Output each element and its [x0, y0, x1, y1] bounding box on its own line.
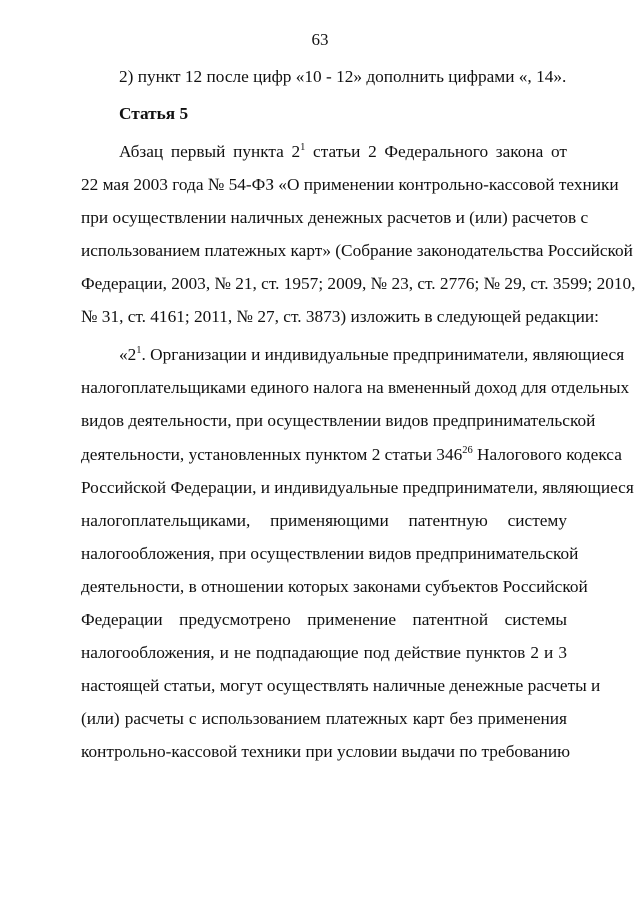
line-text: видов деятельности, при осуществлении видов предпринимательской: [81, 411, 596, 430]
line-text: (или) расчеты с использованием платежных карт без применения: [81, 709, 567, 728]
line-text: налогоплательщиками единого налога на вмененный доход для отдельных: [81, 378, 630, 397]
line-text: № 31, ст. 4161; 2011, № 27, ст. 3873) изложить в следующей редакции:: [81, 307, 599, 326]
line-text: настоящей статьи, могут осуществлять наличные денежные расчеты и: [81, 676, 601, 695]
line-text-continued: . Организации и индивидуальные предприниматели, являющиеся: [141, 345, 625, 364]
line-text: деятельности, установленных пунктом 2 статьи 346: [81, 445, 463, 464]
text-line: [81, 609, 567, 631]
superscript: 1: [136, 345, 142, 356]
line-text-continued: Налогового кодекса: [472, 445, 622, 464]
superscript: 1: [300, 142, 306, 153]
text-line: [119, 66, 567, 88]
line-text: Федерации предусмотрено применение патентной системы: [81, 610, 567, 629]
text-line: [81, 174, 619, 196]
line-text: налогообложения, и не подпадающие под действие пунктов 2 и 3: [81, 643, 567, 662]
text-line: [81, 240, 633, 262]
line-text: 2) пункт 12 после цифр «10 - 12» дополнить цифрами «, 14».: [119, 67, 567, 86]
line-text: Статья 5: [119, 104, 189, 123]
text-line: [119, 344, 625, 366]
text-line: [81, 377, 630, 399]
text-line: [81, 543, 579, 565]
line-text: Федерации, 2003, № 21, ст. 1957; 2009, № 23, ст. 2776; № 29, ст. 3599; 2010,: [81, 274, 636, 293]
line-text: налогоплательщиками, применяющими патентную систему: [81, 511, 567, 530]
text-line: [81, 273, 636, 295]
text-line: [81, 306, 599, 328]
line-text: контрольно-кассовой техники при условии выдачи по требованию: [81, 742, 571, 761]
text-line: [81, 410, 596, 432]
text-line: [119, 141, 567, 163]
text-line: [81, 207, 589, 229]
line-text: использованием платежных карт» (Собрание законодательства Российской: [81, 241, 633, 260]
line-text: при осуществлении наличных денежных расчетов и (или) расчетов с: [81, 208, 589, 227]
text-line: [81, 675, 601, 697]
text-line: [81, 741, 571, 763]
line-text: Абзац первый пункта 2: [119, 142, 301, 161]
text-line: [81, 642, 567, 664]
line-text: налогообложения, при осуществлении видов предпринимательской: [81, 544, 579, 563]
text-line: [81, 510, 567, 532]
text-line: [81, 708, 567, 730]
line-text: Российской Федерации, и индивидуальные предприниматели, являющиеся: [81, 478, 634, 497]
text-line: [81, 477, 634, 499]
line-text: «2: [119, 345, 137, 364]
text-line: [81, 576, 588, 598]
superscript: 26: [462, 445, 473, 456]
text-line: [81, 444, 622, 466]
page-number: 63: [311, 30, 329, 49]
line-text-continued: статьи 2 Федерального закона от: [305, 142, 567, 161]
section-heading: [119, 103, 567, 125]
line-text: 22 мая 2003 года № 54-ФЗ «О применении контрольно-кассовой техники: [81, 175, 619, 194]
line-text: деятельности, в отношении которых законами субъектов Российской: [81, 577, 588, 596]
